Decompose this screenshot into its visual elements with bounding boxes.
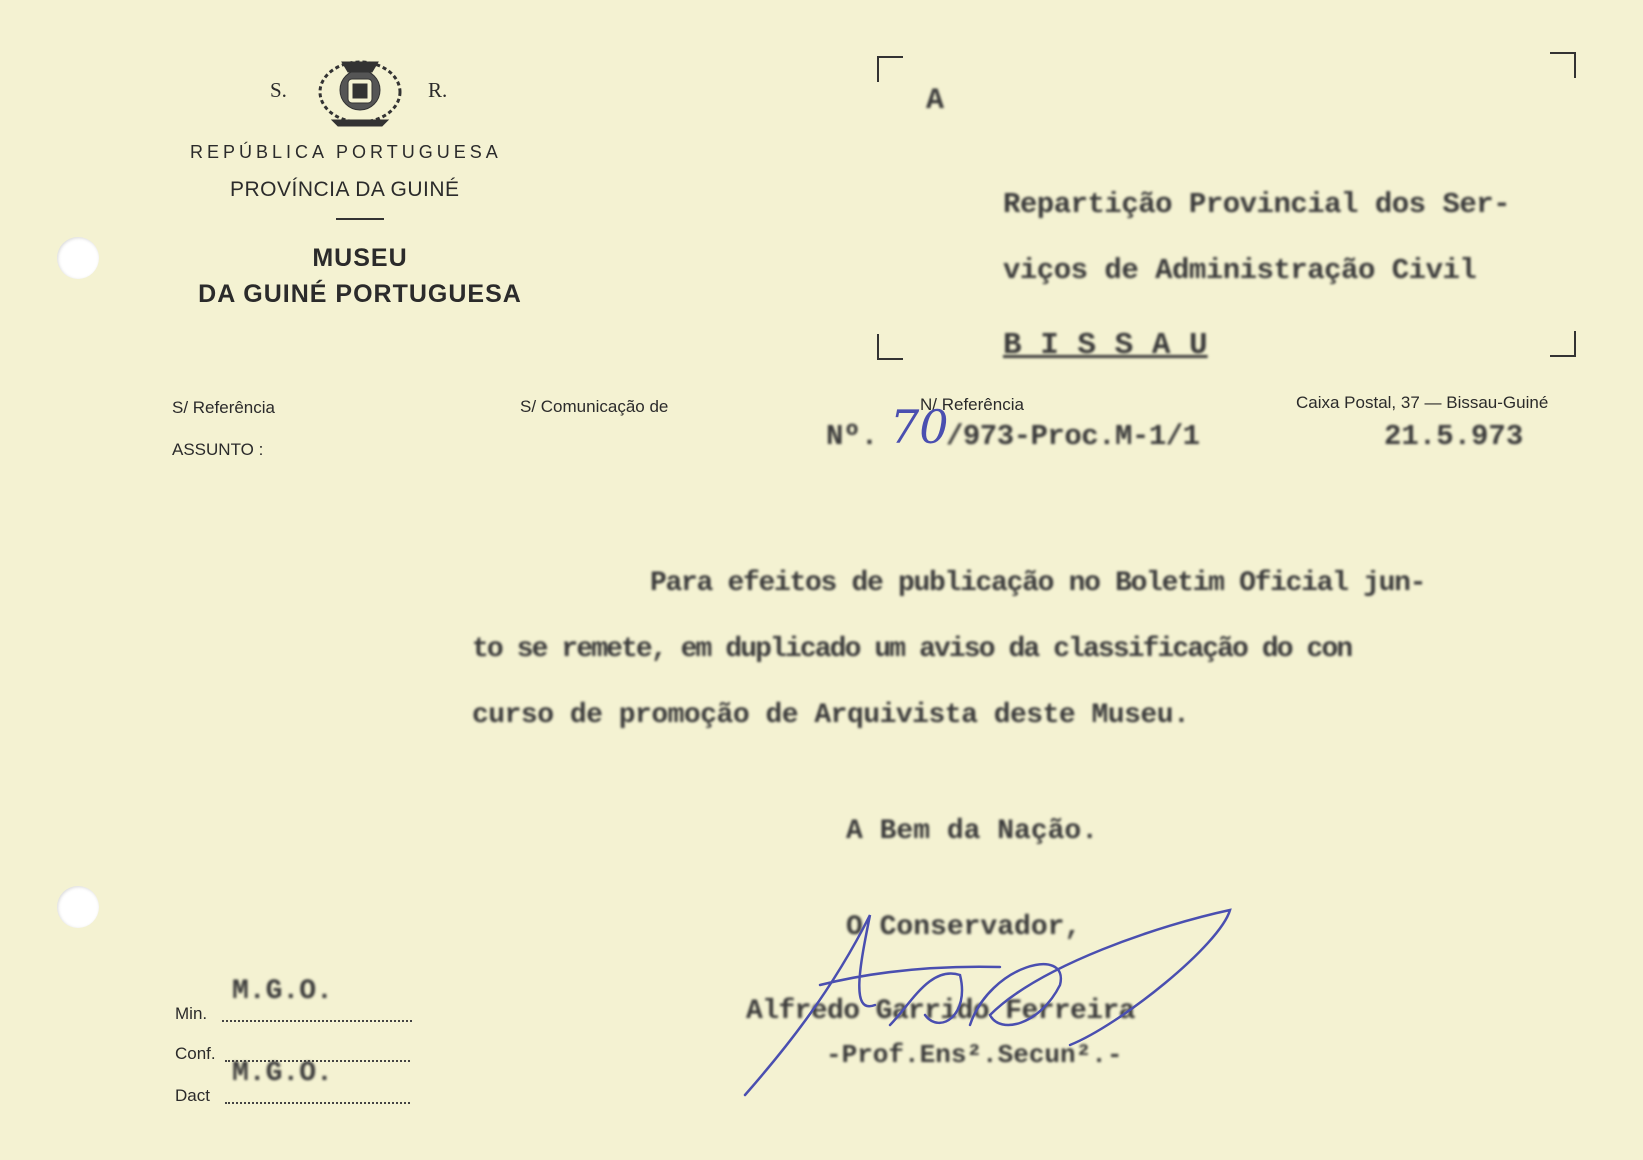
dact-label: Dact xyxy=(175,1086,210,1105)
signatory-title: -Prof.Ens².Secun².- xyxy=(826,1040,1123,1070)
s-referencia-label: S/ Referência xyxy=(172,398,275,417)
body-line-3: curso de promoção de Arquivista deste Museu. xyxy=(472,700,1190,731)
min-initials: M.G.O. xyxy=(232,976,333,1007)
n-referencia-label: N/ Referência xyxy=(920,395,1024,414)
museu-line-1: MUSEU xyxy=(312,244,408,272)
museu-heading xyxy=(172,240,548,312)
min-dotted-line xyxy=(222,1020,412,1022)
addressee-city: B I S S A U xyxy=(1003,328,1208,363)
museu-line-2: DA GUINÉ PORTUGUESA xyxy=(198,280,522,308)
reference-suffix: /973-Proc.M-1/1 xyxy=(946,420,1200,453)
provincia-heading: PROVÍNCIA DA GUINÉ xyxy=(230,178,460,201)
dact-initials: M.G.O. xyxy=(232,1058,333,1089)
body-line-1: Para efeitos de publicação no Boletim Oficial jun- xyxy=(650,568,1426,599)
closing-salutation: A Bem da Nação. xyxy=(846,816,1099,847)
punch-hole-bottom xyxy=(57,886,99,928)
body-line-2: to se remete, em duplicado um aviso da classificação do con xyxy=(472,634,1352,665)
closing-role: O Conservador, xyxy=(846,912,1082,943)
letter-date: 21.5.973 xyxy=(1384,420,1524,453)
assunto-label: ASSUNTO : xyxy=(172,440,264,459)
handwritten-signature xyxy=(740,905,1240,1105)
s-comunicacao-label: S/ Comunicação de xyxy=(520,397,669,416)
header-divider xyxy=(336,218,384,220)
window-corner-bl xyxy=(877,334,903,360)
handwritten-reference-number: 70 xyxy=(890,400,949,454)
caixa-postal-label: Caixa Postal, 37 — Bissau-Guiné xyxy=(1296,393,1549,412)
r-letter: R. xyxy=(428,78,448,102)
signatory-name: Alfredo Garrido Ferreira xyxy=(746,996,1135,1027)
coat-of-arms-icon xyxy=(312,52,408,128)
addressee-line-1: Repartição Provincial dos Ser- xyxy=(1003,188,1511,221)
republica-heading: REPÚBLICA PORTUGUESA xyxy=(190,142,502,162)
reference-prefix: Nº. xyxy=(826,420,879,453)
window-corner-tr xyxy=(1550,52,1576,78)
min-label: Min. xyxy=(175,1004,208,1023)
addressee-prefix: A xyxy=(926,84,945,118)
punch-hole-top xyxy=(57,237,99,279)
s-letter: S. xyxy=(270,78,287,102)
window-corner-tl xyxy=(877,56,903,82)
window-corner-br xyxy=(1550,331,1576,357)
dact-dotted-line xyxy=(225,1102,410,1104)
conf-label: Conf. xyxy=(175,1044,216,1063)
addressee-line-2: viços de Administração Civil xyxy=(1003,254,1477,287)
